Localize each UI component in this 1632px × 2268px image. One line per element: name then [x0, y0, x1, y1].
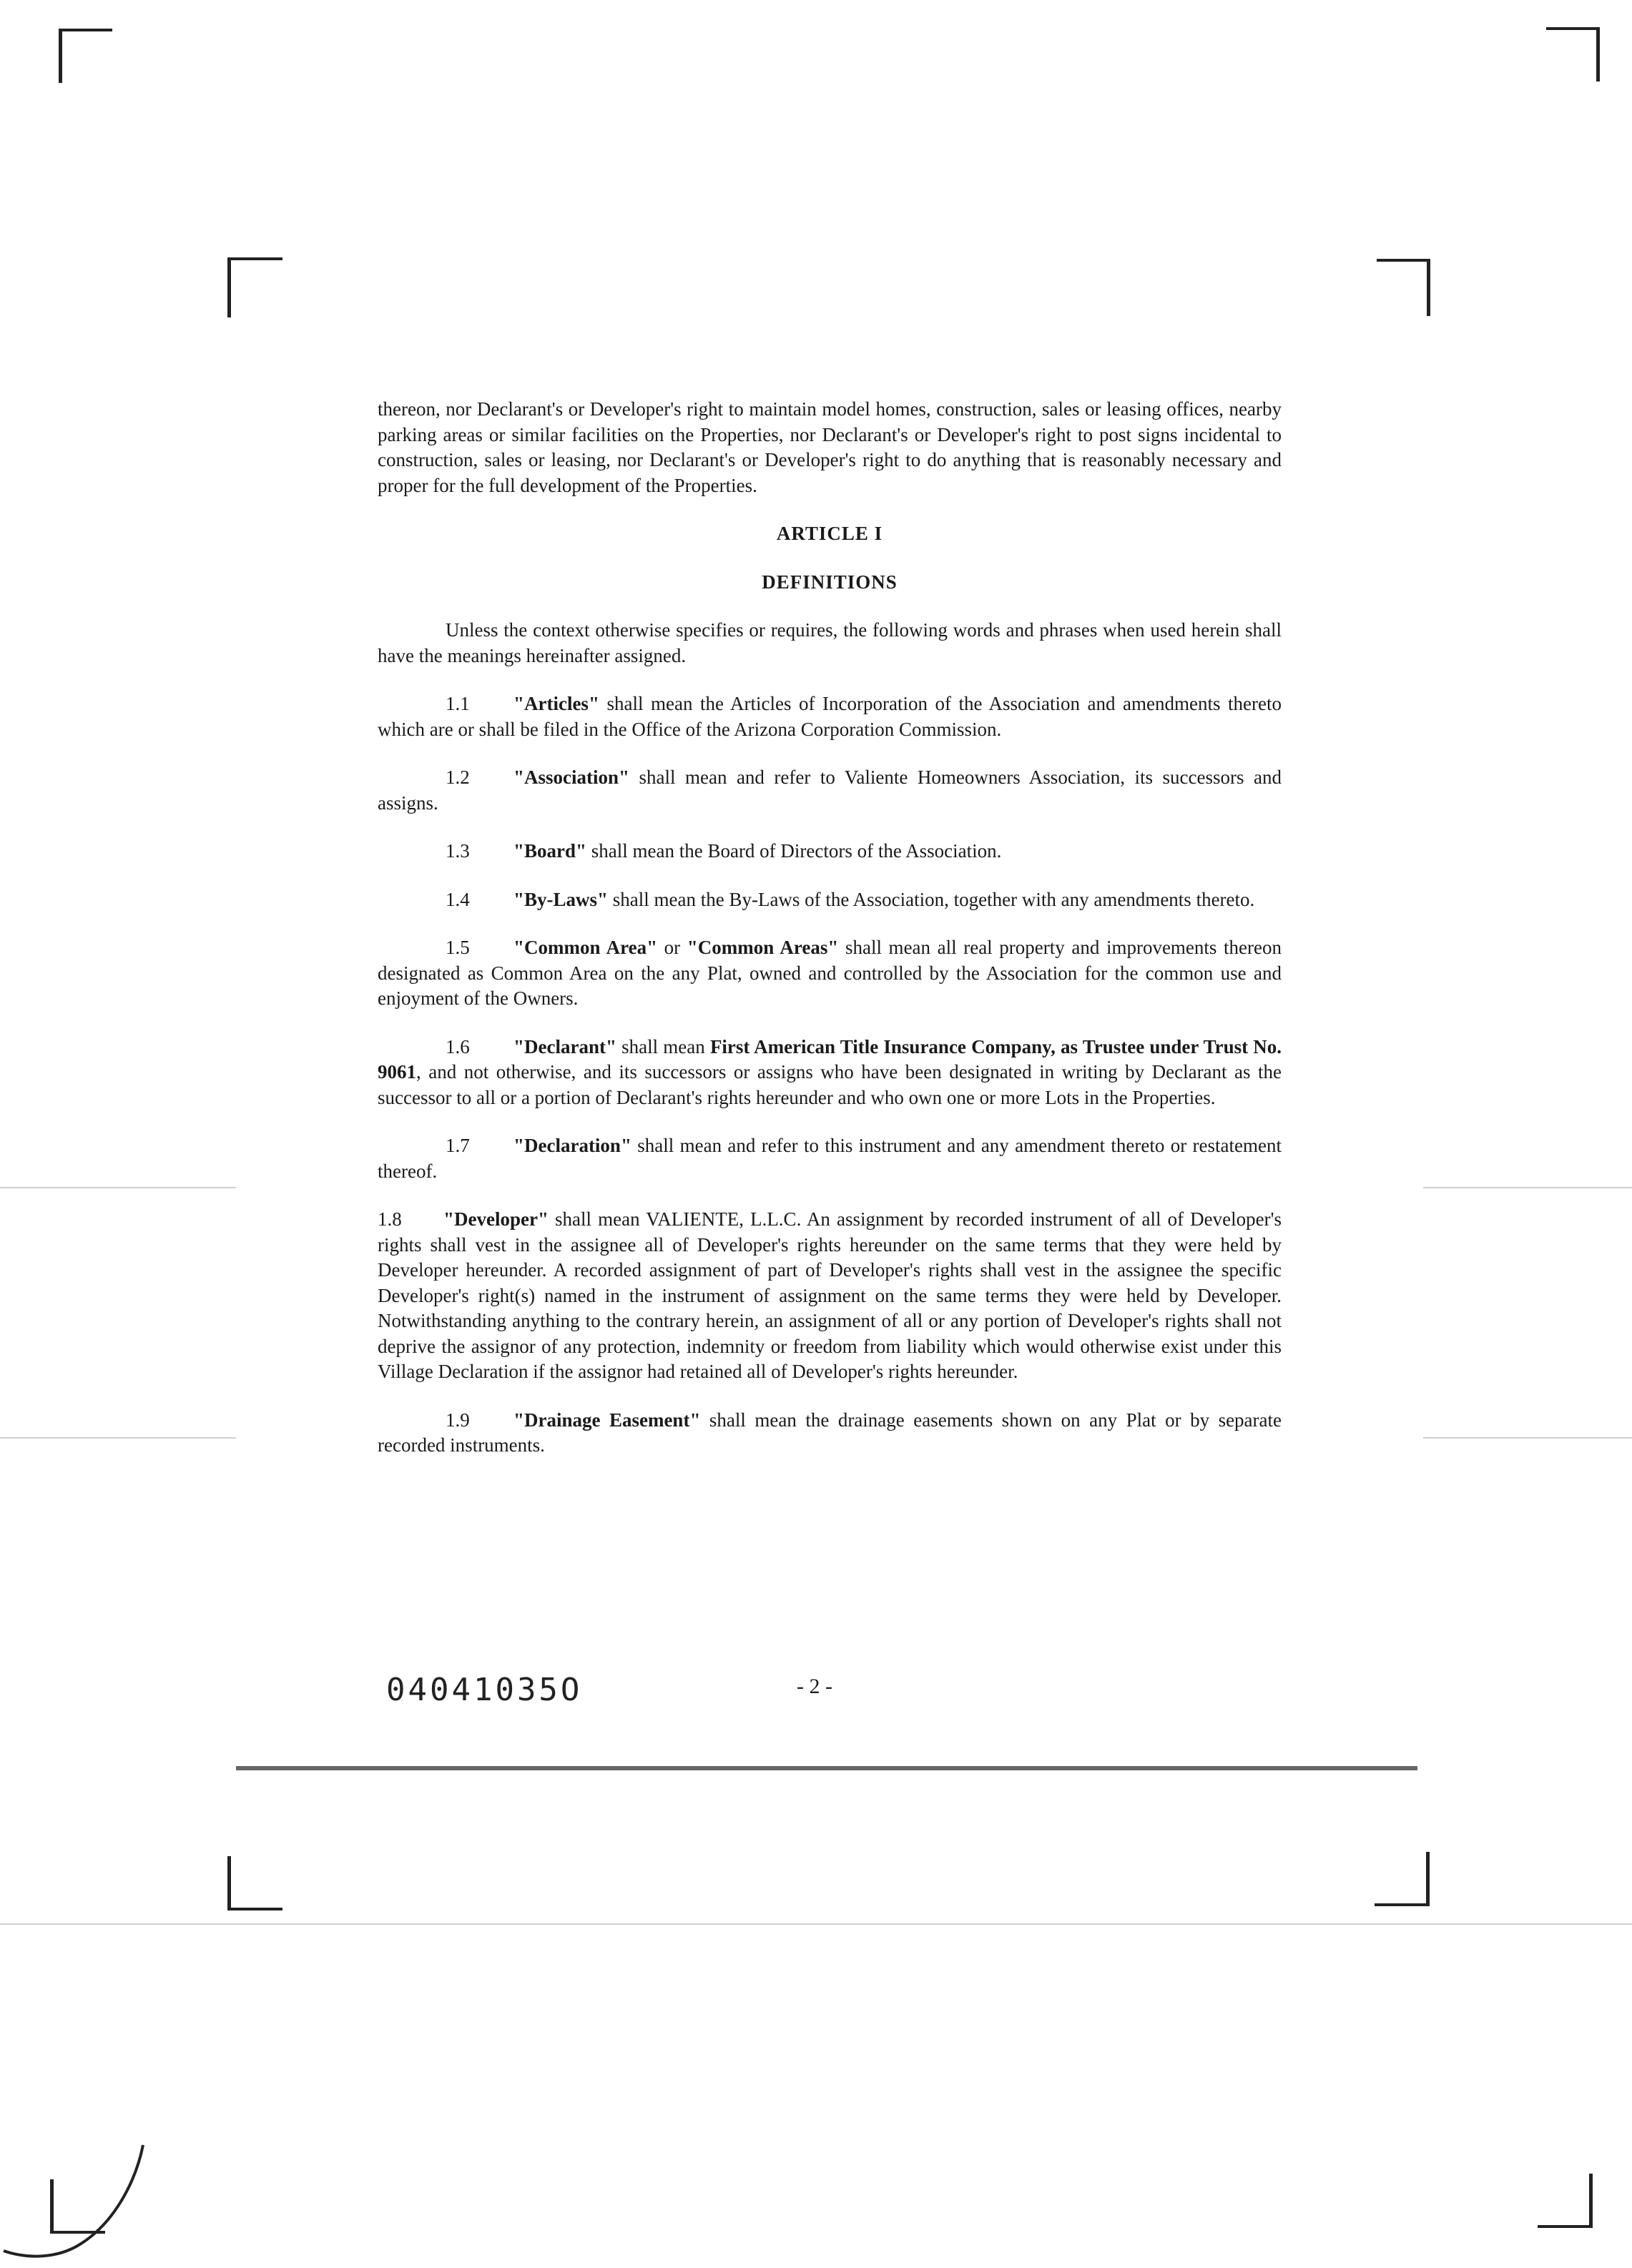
- definition-1-4: 1.4 "By-Laws" shall mean the By-Laws of the Association, together with any amendments thereto.: [446, 888, 1255, 910]
- crop-mark-outer-top-left: [59, 29, 112, 83]
- definition-1-7: 1.7 "Declaration" shall mean and refer to this instrument and any amendment thereto or restatement thereof.: [378, 1135, 1282, 1182]
- scan-artifact-line: [1423, 1187, 1632, 1188]
- opening-paragraph: thereon, nor Declarant's or Developer's right to maintain model homes, construction, sales or leasing offices, nearby parking areas or similar facilities on the Properties, nor Declarant's or Developer's right to post signs incidental to construction, sales or leasing, nor Declarant's or Developer's right to do anything that is reasonably necessary and proper for the full development of the Properties.: [378, 398, 1282, 496]
- definition-1-1: 1.1 "Articles" shall mean the Articles of Incorporation of the Association and amendments thereto which are or shall be filed in the Office of the Arizona Corporation Commission.: [378, 693, 1282, 740]
- definition-1-3: 1.3 "Board" shall mean the Board of Directors of the Association.: [446, 840, 1002, 862]
- definition-1-6: 1.6 "Declarant" shall mean First American Title Insurance Company, as Trustee under Trust No. 9061, and not otherwise, and its successors or assigns who have been designated in writing by Declarant as the successor to all or a portion of Declarant's rights hereunder and who own one or more Lots in the Properties.: [378, 1035, 1282, 1108]
- crop-mark-inner-top-right: [1377, 259, 1430, 316]
- definition-1-5: 1.5 "Common Area" or "Common Areas" shall mean all real property and improvements thereon designated as Common Area on the any Plat, owned and controlled by the Association for the common use and enjoyment of the Owners.: [378, 937, 1282, 1009]
- scan-artifact-line: [1423, 1437, 1632, 1439]
- crop-mark-inner-top-left: [227, 257, 282, 317]
- crop-mark-outer-top-right: [1546, 27, 1600, 82]
- scan-artifact-line: [0, 1923, 1632, 1925]
- page-bottom-edge: [236, 1766, 1417, 1770]
- page-number: - 2 -: [797, 1675, 832, 1698]
- crop-mark-inner-bottom-left: [227, 1856, 282, 1910]
- definition-1-9: 1.9 "Drainage Easement" shall mean the drainage easements shown on any Plat or by separate recorded instruments.: [378, 1409, 1282, 1456]
- recording-number: 04041035O: [386, 1672, 583, 1708]
- definition-1-2: 1.2 "Association" shall mean and refer to Valiente Homeowners Association, its successors and assigns.: [378, 766, 1282, 814]
- scan-artifact-line: [0, 1437, 236, 1439]
- article-title: ARTICLE I: [776, 523, 883, 544]
- crop-mark-outer-bottom-right: [1538, 2174, 1593, 2228]
- crop-mark-inner-bottom-right: [1375, 1852, 1430, 1906]
- handwritten-stroke-icon: [0, 2138, 172, 2268]
- definitions-intro: Unless the context otherwise specifies or requires, the following words and phrases when used herein shall have the meanings hereinafter assigned.: [378, 619, 1282, 666]
- scan-artifact-line: [0, 1187, 236, 1188]
- article-subtitle: DEFINITIONS: [762, 571, 898, 593]
- document-body: [378, 397, 1282, 1481]
- definition-1-8: 1.8 "Developer" shall mean VALIENTE, L.L.C. An assignment by recorded instrument of all of Developer's rights shall vest in the assignee all of Developer's rights hereunder on the same terms that they were held by Developer hereunder. A recorded assignment of part of Developer's rights shall vest in the assignee the specific Developer's right(s) named in the instrument of assignment on the same terms they were held by Developer. Notwithstanding anything to the contrary herein, an assignment of all or any portion of Developer's rights shall not deprive the assignor of any protection, indemnity or freedom from liability which would otherwise exist under this Village Declaration if the assignor had retained all of Developer's rights hereunder.: [378, 1208, 1282, 1382]
